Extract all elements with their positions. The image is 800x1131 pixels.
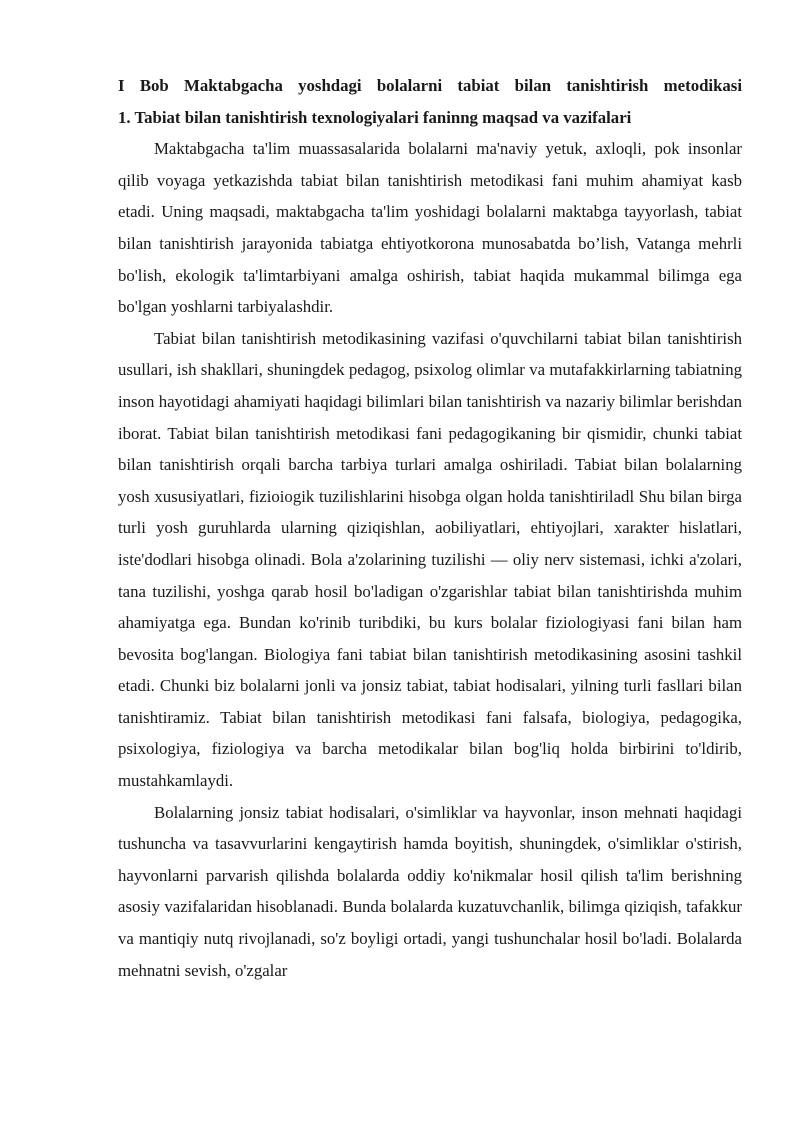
document-page <box>118 70 742 986</box>
section-title: 1. Tabiat bilan tanishtirish texnologiyalari faninng maqsad va vazifalari <box>118 107 632 127</box>
chapter-title: I Bob Maktabgacha yoshdagi bolalarni tabiat bilan tanishtirish metodikasi <box>118 76 742 95</box>
paragraph-goal: Maktabgacha ta'lim muassasalarida bolalarni ma'naviy yetuk, axloqli, pok insonlar qilib voyaga yetkazishda tabiat bilan tanishtirish metodikasi fani muhim ahamiyat kasb etadi. Uning maqsadi, maktabgacha ta'lim yoshidagi bolalarni maktabga tayyorlash, tabiat bilan tanishtirish jarayonida tabiatga ehtiyotkorona munosabatda bo’lish, Vatanga mehrli bo'lish, ekologik ta'limtarbiyani amalga oshirish, tabiat haqida mukammal bilimga ega bo'lgan yoshlarni tarbiyalashdir. <box>118 139 742 317</box>
paragraph-tasks: Tabiat bilan tanishtirish metodikasining vazifasi o'quvchilarni tabiat bilan tanishtirish usullari, ish shakllari, shuningdek pedagog, psixolog olimlar va mutafakkirlarning tabiatning inson hayotidagi ahamiyati haqidagi bilimlari bilan tanishtirish va nazariy bilimlar berishdan iborat. Tabiat bilan tanishtirish metodikasi fani pedagogikaning bir qismidir, chunki tabiat bilan tanishtirish orqali barcha tarbiya turlari amalga oshiriladi. Tabiat bilan bolalarning yosh xususiyatlari, fizioiogik tuzilishlarini hisobga olgan holda tanishtiriladl Shu bilan birga turli yosh guruhlarda ularning qiziqishlan, aobiliyatlari, ehtiyojlari, xarakter hislatlari, iste'dodlari hisobga olinadi. Bola a'zolarining tuzilishi — oliy nerv sistemasi, ichki a'zolari, tana tuzilishi, yoshga qarab hosil bo'ladigan o'zgarishlar tabiat bilan tanishtirishda muhim ahamiyatga ega. Bundan ko'rinib turibdiki, bu kurs bolalar fiziologiyasi fani bilan ham bevosita bog'langan. Biologiya fani tabiat bilan tanishtirish metodikasining asosini tashkil etadi. Chunki biz bolalarni jonli va jonsiz tabiat, tabiat hodisalari, yilning turli fasllari bilan tanishtiramiz. Tabiat bilan tanishtirish metodikasi fani falsafa, biologiya, pedagogika, psixologiya, fiziologiya va barcha metodikalar bilan bog'liq holda birbirini to'ldirib, mustahkamlaydi. <box>118 328 742 791</box>
paragraph-concepts: Bolalarning jonsiz tabiat hodisalari, o'simliklar va hayvonlar, inson mehnati haqidagi tushuncha va tasavvurlarini kengaytirish hamda boyitish, shuningdek, o'simliklar o'stirish, hayvonlarni parvarish qilishda bolalarda oddiy ko'nikmalar hosil qilish ta'lim berishning asosiy vazifalaridan hisoblanadi. Bunda bolalarda kuzatuvchanlik, bilimga qiziqish, tafakkur va mantiqiy nutq rivojlanadi, so'z boyligi ortadi, yangi tushunchalar hosil bo'ladi. Bolalarda mehnatni sevish, o'zgalar <box>118 802 742 980</box>
